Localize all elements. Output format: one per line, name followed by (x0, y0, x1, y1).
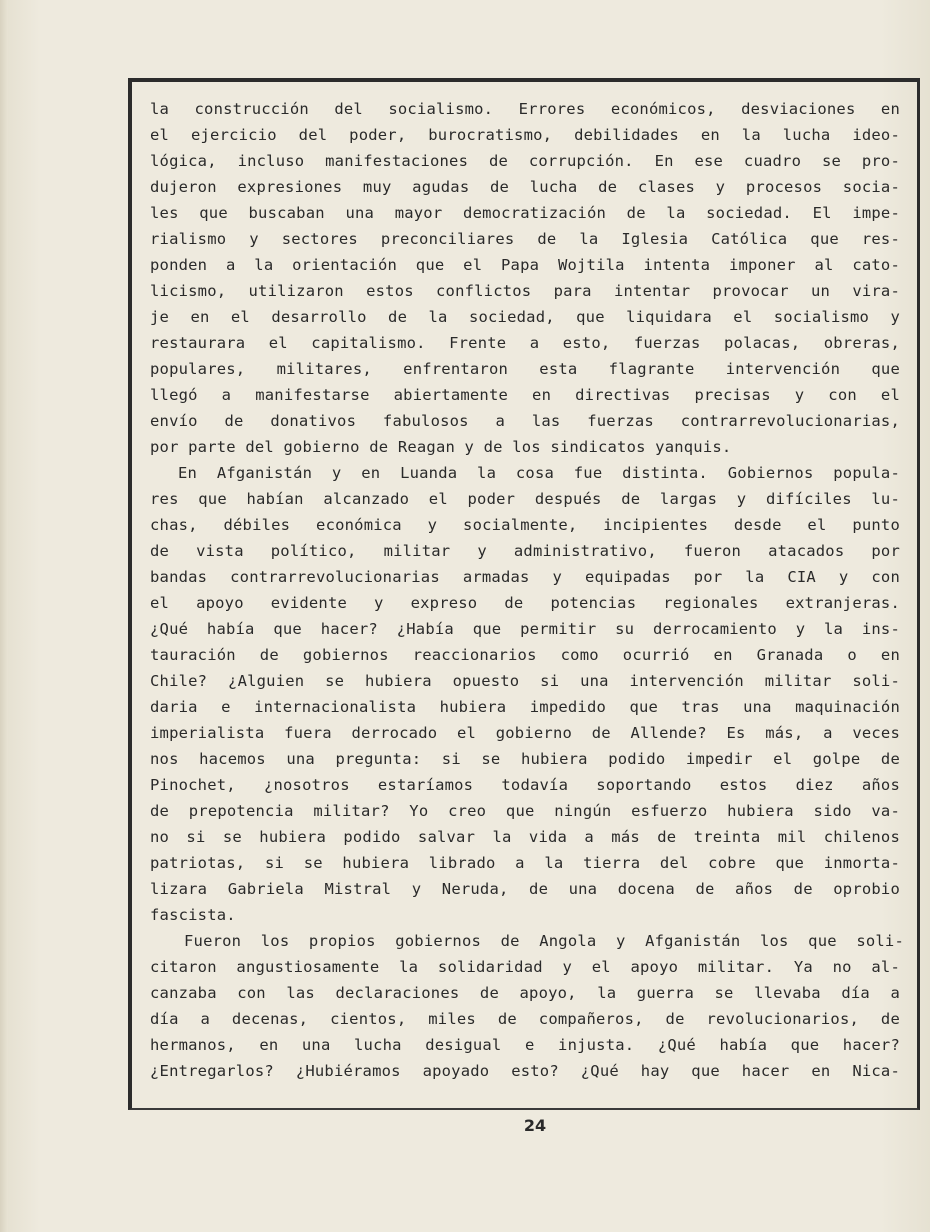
text-line: tauración de gobiernos reaccionarios como ocurrió en Granada o en (150, 646, 900, 664)
text-line: fascista. (150, 906, 236, 924)
text-line: hermanos, en una lucha desigual e injusta. ¿Qué había que hacer? (150, 1036, 900, 1054)
text-line: lizara Gabriela Mistral y Neruda, de una docena de años de oprobio (150, 880, 900, 898)
text-line: dujeron expresiones muy agudas de lucha de clases y procesos socia- (150, 178, 900, 196)
text-line: ¿Qué había que hacer? ¿Había que permitir su derrocamiento y la ins- (150, 620, 900, 638)
text-line: je en el desarrollo de la sociedad, que liquidara el socialismo y (150, 308, 900, 326)
paragraph-start-line: Fueron los propios gobiernos de Angola y Afganistán los que soli- (184, 932, 904, 950)
page-number: 24 (523, 1116, 547, 1135)
text-line: Chile? ¿Alguien se hubiera opuesto si una intervención militar soli- (150, 672, 900, 690)
text-line: bandas contrarrevolucionarias armadas y equipadas por la CIA y con (150, 568, 900, 586)
text-line: lógica, incluso manifestaciones de corrupción. En ese cuadro se pro- (150, 152, 900, 170)
text-line: ¿Entregarlos? ¿Hubiéramos apoyado esto? ¿Qué hay que hacer en Nica- (150, 1062, 900, 1080)
text-line: llegó a manifestarse abiertamente en directivas precisas y con el (150, 386, 900, 404)
text-line: Pinochet, ¿nosotros estaríamos todavía soportando estos diez años (150, 776, 900, 794)
text-line: el apoyo evidente y expreso de potencias regionales extranjeras. (150, 594, 900, 612)
text-line: no si se hubiera podido salvar la vida a más de treinta mil chilenos (150, 828, 900, 846)
text-line: por parte del gobierno de Reagan y de los sindicatos yanquis. (150, 438, 732, 456)
paragraph-start-line: En Afganistán y en Luanda la cosa fue distinta. Gobiernos popula- (178, 464, 900, 482)
text-line: patriotas, si se hubiera librado a la tierra del cobre que inmorta- (150, 854, 900, 872)
text-line: el ejercicio del poder, burocratismo, debilidades en la lucha ideo- (150, 126, 900, 144)
text-line: la construcción del socialismo. Errores económicos, desviaciones en (150, 100, 900, 118)
text-line: imperialista fuera derrocado el gobierno de Allende? Es más, a veces (150, 724, 900, 742)
text-line: res que habían alcanzado el poder después de largas y difíciles lu- (150, 490, 900, 508)
text-line: nos hacemos una pregunta: si se hubiera podido impedir el golpe de (150, 750, 900, 768)
text-line: chas, débiles económica y socialmente, incipientes desde el punto (150, 516, 900, 534)
text-line: ponden a la orientación que el Papa Wojtila intenta imponer al cato- (150, 256, 900, 274)
text-line: licismo, utilizaron estos conflictos para intentar provocar un vira- (150, 282, 900, 300)
text-line: de prepotencia militar? Yo creo que ningún esfuerzo hubiera sido va- (150, 802, 900, 820)
text-line: daria e internacionalista hubiera impedido que tras una maquinación (150, 698, 900, 716)
text-line: de vista político, militar y administrativo, fueron atacados por (150, 542, 900, 560)
text-line: canzaba con las declaraciones de apoyo, la guerra se llevaba día a (150, 984, 900, 1002)
text-line: envío de donativos fabulosos a las fuerzas contrarrevolucionarias, (150, 412, 900, 430)
page-binding-edge (0, 0, 8, 1232)
text-line: rialismo y sectores preconciliares de la Iglesia Católica que res- (150, 230, 900, 248)
text-line: les que buscaban una mayor democratización de la sociedad. El impe- (150, 204, 900, 222)
text-line: restaurara el capitalismo. Frente a esto, fuerzas polacas, obreras, (150, 334, 900, 352)
text-line: día a decenas, cientos, miles de compañeros, de revolucionarios, de (150, 1010, 900, 1028)
text-line: citaron angustiosamente la solidaridad y el apoyo militar. Ya no al- (150, 958, 900, 976)
text-line: populares, militares, enfrentaron esta flagrante intervención que (150, 360, 900, 378)
